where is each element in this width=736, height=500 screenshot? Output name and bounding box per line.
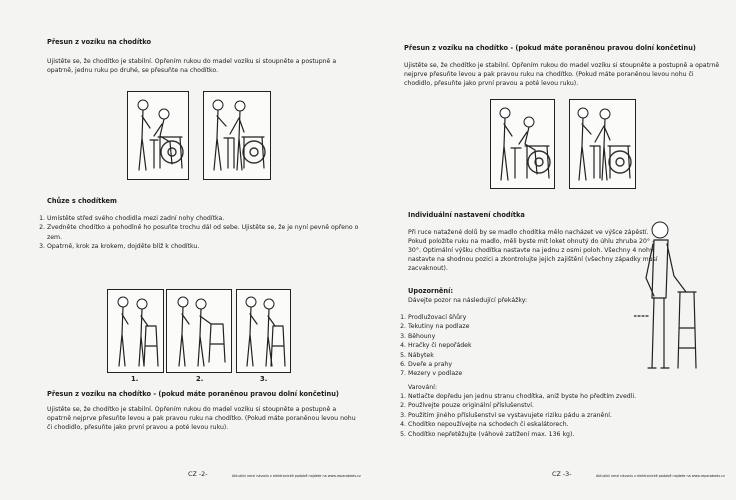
transfer-heading: Přesun z vozíku na chodítko [47,38,152,46]
warning-item: 1. Netlačte dopředu jen jednu stranu chodítka, aniž byste ho předtím zvedli. [408,392,728,401]
obstacles-list [394,313,658,379]
obstacle-item: 7. Mezery v podlaze [408,369,658,378]
transfer-text: Ujistěte se, že chodítko je stabilní. Opřením rukou do madel vozíku si stoupněte a postupně a opatrně, jednu ruku po druhé, se přesuňte na chodítko. [47,58,337,74]
adjustment-text: Při ruce natažené dolů by se madlo chodítka mělo nacházet ve výšce zápěstí. Pokud položíte ruku na madlo, měli byste mít loket ohnutý do úhlu zhruba 20° - 30°. Optimální výšku chodítka nastavte na jednu z osmi poloh. Všechny 4 nohy nastavte na shodnou pozici a zkontrolujte jejich zajištění (všechny západky musí zacvaknout). [408,229,658,272]
wheelchair-transfer-figure-1 [490,99,555,189]
warning-obstacles-intro: Dávejte pozor na následující překážky: [408,297,528,304]
wheelchair-transfer-figure-1 [127,91,189,180]
walking-figure-1 [107,289,164,373]
walking-figure-2 [166,289,232,373]
wheelchair-transfer-figure-2 [569,99,636,189]
walking-step: 2. Zvedněte chodítko a pohodlně ho posuňte trochu dál od sebe. Ujistěte se, že je nyní pevně opřeno o zem. [47,223,365,242]
transfer-injured-text: Ujistěte se, že chodítko je stabilní. Opřením rukou do madel vozíku si stoupněte a postupně a opatrně nejprve přesuňte levou a pak pravou ruku na chodítko. (Pokud máte poraněnou levou nohu či chodidlo, přesuňte jako první pravou a poté levou ruku). [47,406,356,431]
warning-item: 4. Chodítko nepoužívejte na schodech či eskalátorech. [408,420,728,429]
right-page [368,0,736,500]
warning-item: 3. Použitím jiného příslušenství se vystavujete riziku pádu a zranění. [408,411,728,420]
transfer-injured-text: Ujistěte se, že chodítko je stabilní. Opřením rukou do madel vozíku si stoupněte a postupně a opatrně nejprve přesuňte levou a pak pravou ruku na chodítko. (Pokud máte poraněnou levou nohu či chodidlo, přesuňte jako první pravou a poté levou ruku). [404,62,720,87]
walking-figure-3 [236,289,291,373]
walking-step: 1. Umístěte střed svého chodidla mezi zadní nohy chodítka. [47,214,365,223]
figure-number-3: 3. [260,375,268,383]
warning-obstacles-heading: Upozornění: [408,287,453,295]
adjustment-heading: Individuální nastavení chodítka [408,211,525,219]
walking-steps [33,214,365,252]
obstacle-item: 6. Dveře a prahy [408,360,658,369]
page-number: CZ -2- [188,470,208,478]
wheelchair-transfer-figure-2 [203,91,271,180]
obstacle-item: 2. Tekutiny na podlaze [408,322,658,331]
footer-note: Aktuální verzi návodu v elektronické podobě najdete na www.reparabeds.cz [232,474,361,478]
transfer-injured-heading: Přesun z vozíku na chodítko - (pokud máte poraněnou pravou dolní končetinu) [404,44,696,52]
footer-note: Aktuální verzi návodu v elektronické podobě najdete na www.reparabeds.cz [596,474,725,478]
warning-item: 5. Chodítko nepřetěžujte (váhové zatížení max. 136 kg). [408,430,728,439]
obstacle-item: 3. Běhouny [408,332,658,341]
obstacle-item: 5. Nábytek [408,351,658,360]
figure-number-2: 2. [196,375,204,383]
warnings-heading: Varování: [408,384,437,391]
figure-number-1: 1. [131,375,139,383]
warning-item: 2. Používejte pouze originální příslušenství. [408,401,728,410]
transfer-injured-heading: Přesun z vozíku na chodítko - (pokud máte poraněnou pravou dolní končetinu) [47,390,339,398]
obstacle-item: 4. Hračky či nepořádek [408,341,658,350]
page-number: CZ -3- [552,470,572,478]
walking-heading: Chůze s chodítkem [47,197,117,205]
obstacle-item: 1. Prodlužovací šňůry [408,313,658,322]
warnings-list [394,392,728,439]
walking-step: 3. Opatrně, krok za krokem, dojděte blíž k chodítku. [47,242,365,251]
